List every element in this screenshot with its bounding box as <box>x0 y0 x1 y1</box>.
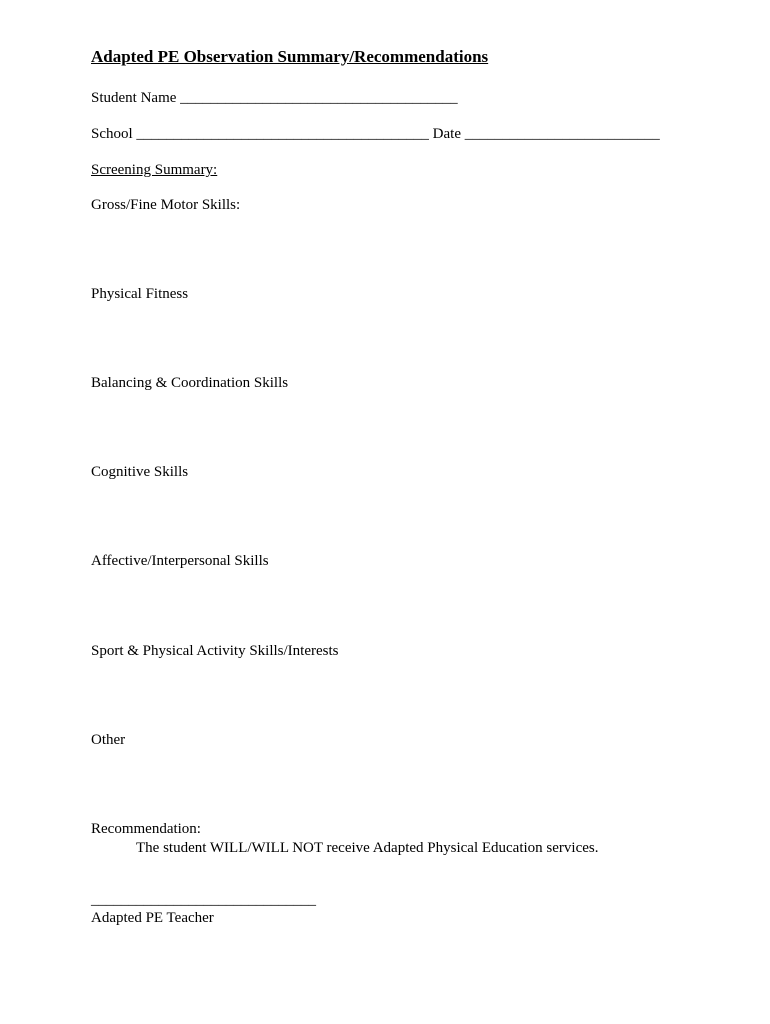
section-affective-interpersonal: Affective/Interpersonal Skills <box>91 553 269 569</box>
document-title: Adapted PE Observation Summary/Recommendations <box>91 47 489 66</box>
section-balancing-coordination: Balancing & Coordination Skills <box>91 375 289 391</box>
signature-label: Adapted PE Teacher <box>91 910 214 926</box>
section-gross-fine-motor: Gross/Fine Motor Skills: <box>91 197 241 213</box>
student-name-blank[interactable]: _____________________________________ <box>180 90 458 106</box>
recommendation-label: Recommendation: <box>91 821 201 837</box>
recommendation-text: The student WILL/WILL NOT receive Adapted Physical Education services. <box>136 840 599 856</box>
signature-blank[interactable]: ______________________________ <box>91 892 316 908</box>
section-other: Other <box>91 732 126 748</box>
student-name-label: Student Name <box>91 90 177 106</box>
section-sport-activity: Sport & Physical Activity Skills/Interests <box>91 643 339 659</box>
date-label: Date <box>432 126 461 142</box>
student-name-field <box>91 89 458 107</box>
date-blank[interactable]: __________________________ <box>464 126 660 142</box>
school-label: School <box>91 126 133 142</box>
section-cognitive: Cognitive Skills <box>91 464 189 480</box>
section-physical-fitness: Physical Fitness <box>91 286 189 302</box>
screening-summary-heading: Screening Summary: <box>91 162 218 178</box>
school-date-row <box>91 125 660 143</box>
school-blank[interactable]: _______________________________________ <box>136 126 429 142</box>
